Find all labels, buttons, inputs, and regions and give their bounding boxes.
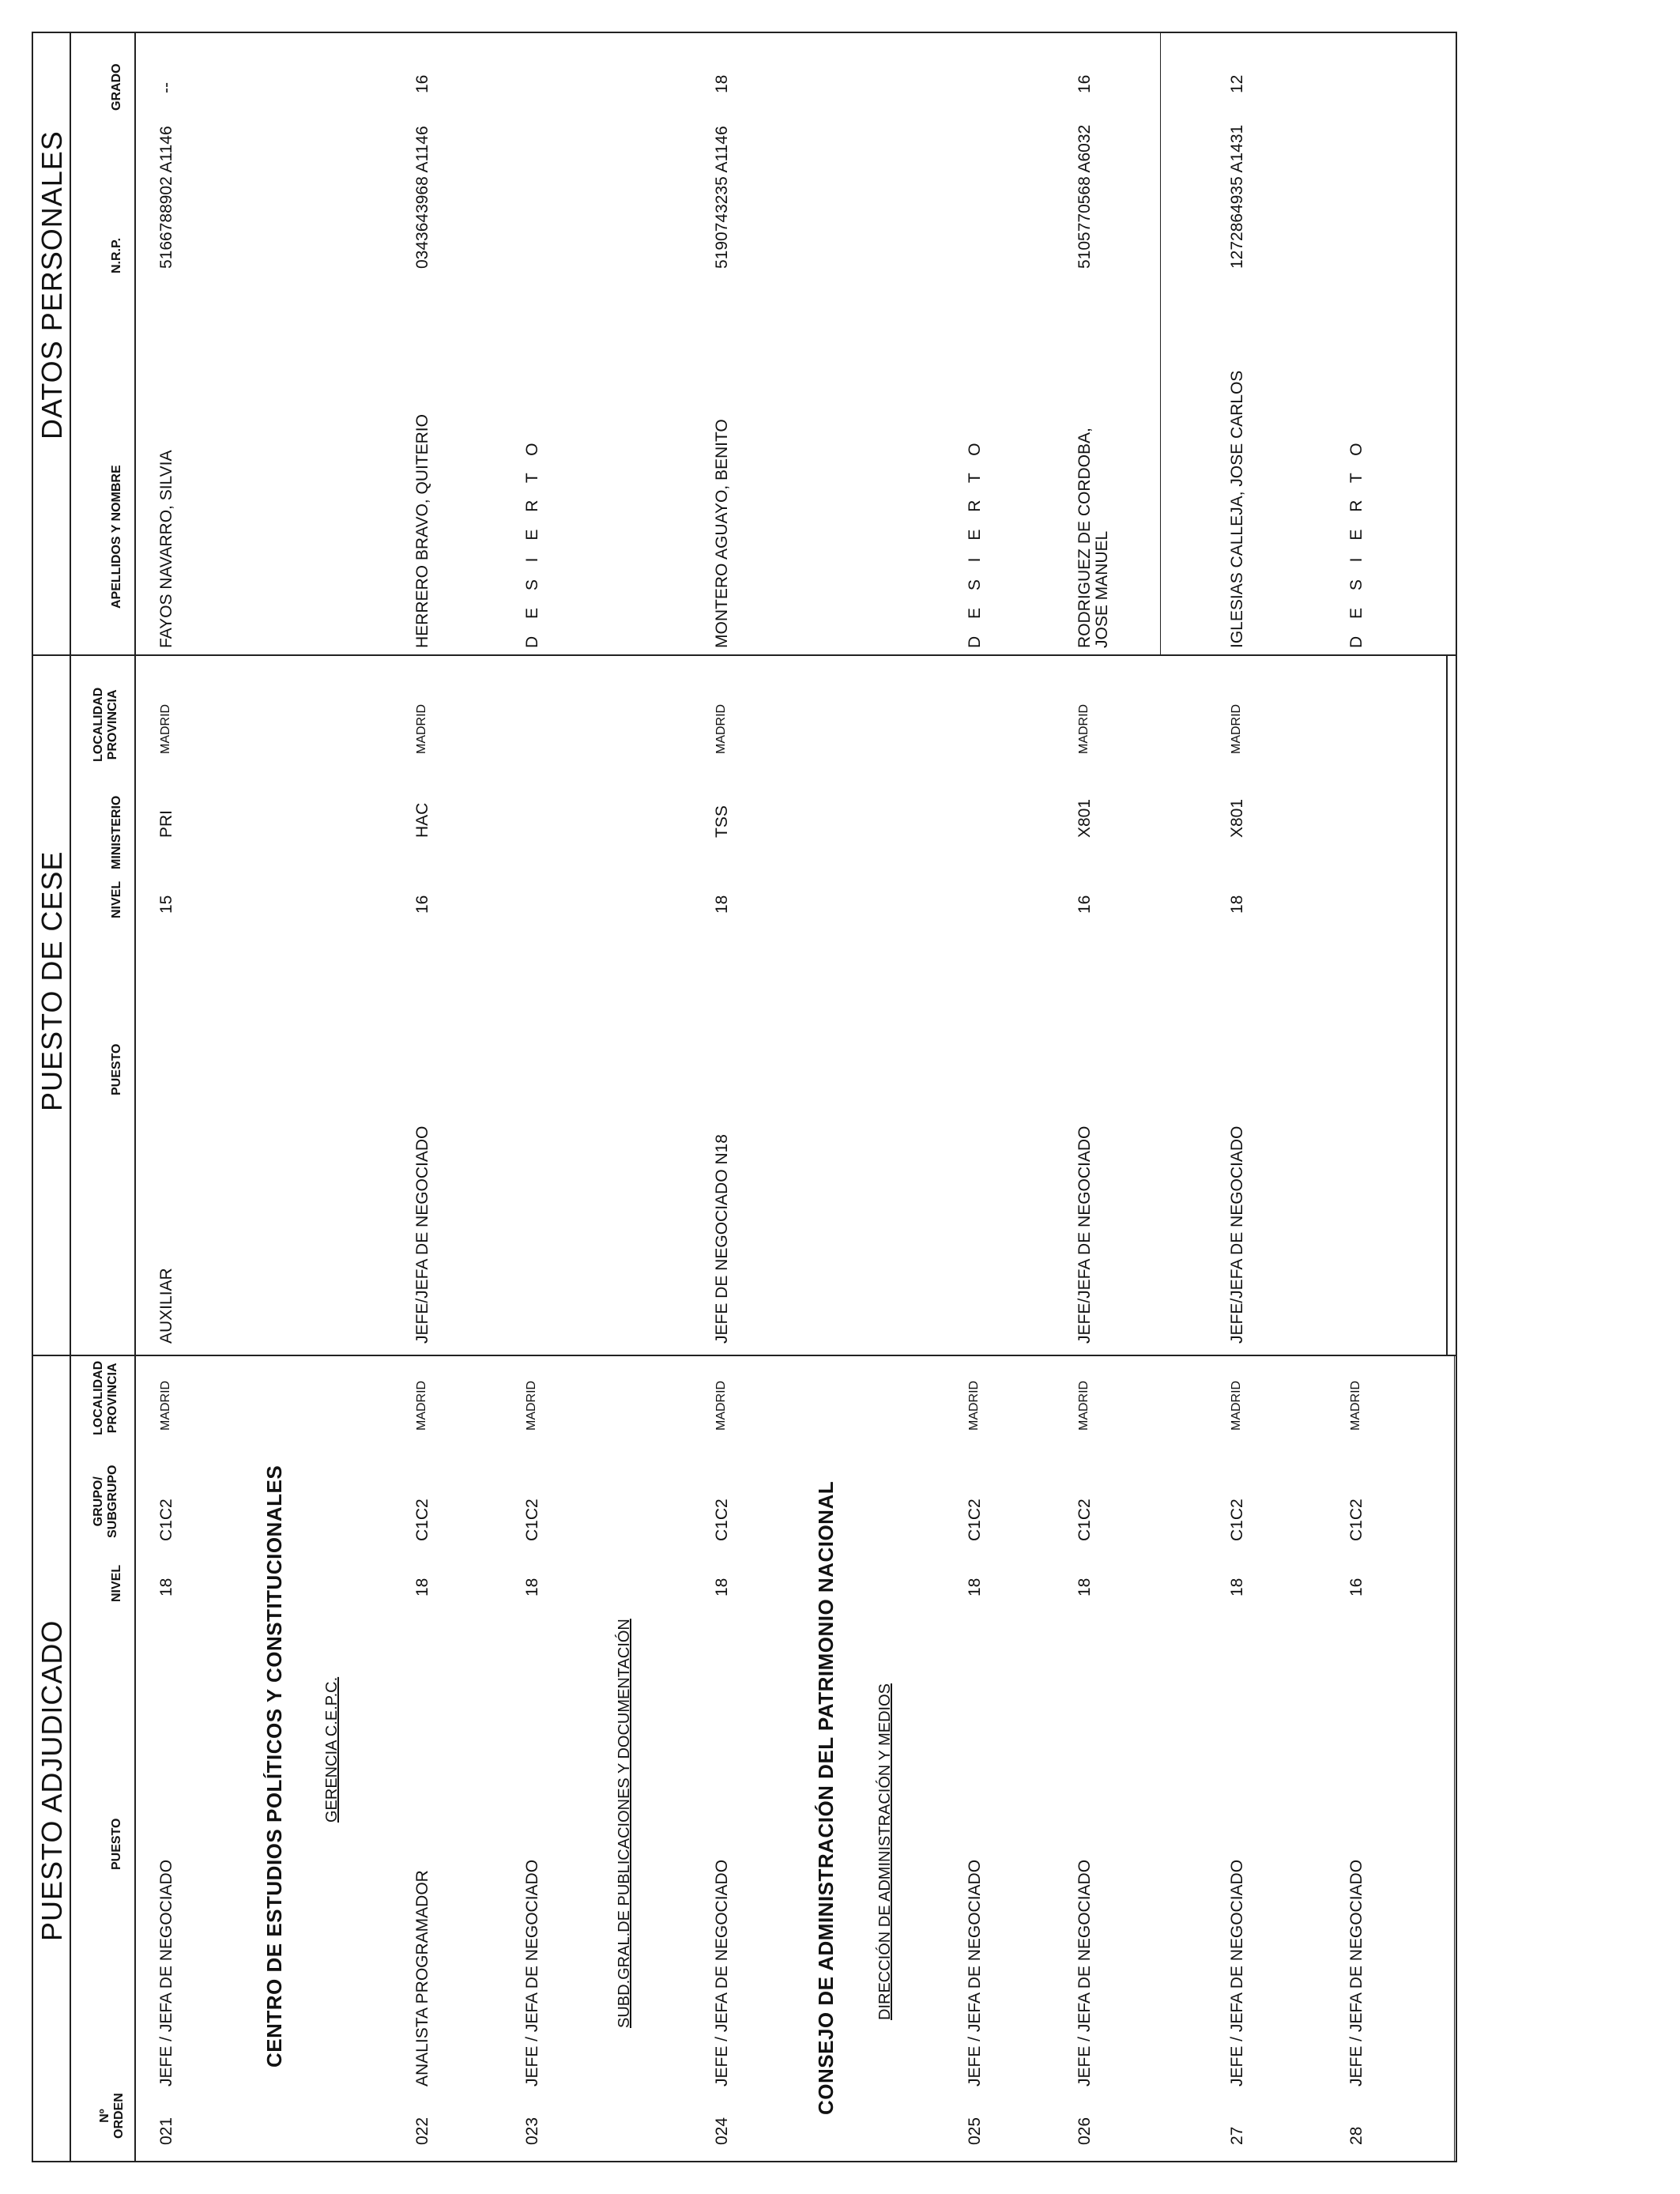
header-puesto: PUESTO	[110, 1818, 123, 1870]
cell-grupo: C1C2	[1228, 1498, 1246, 1541]
cell-nrp: 1272864935 A1431	[1228, 124, 1246, 269]
sub-heading: SUBD.GRAL.DE PUBLICACIONES Y DOCUMENTACIÓN	[616, 1619, 633, 2028]
cell-orden: 025	[966, 2117, 984, 2145]
cell-puesto: JEFE / JEFA DE NEGOCIADO	[713, 1859, 731, 2087]
cell-localidad: MADRID	[1349, 1380, 1362, 1431]
cell-orden: 024	[713, 2117, 731, 2145]
cell-orden: 27	[1228, 2126, 1246, 2145]
cell-cese-nivel: 18	[1228, 895, 1246, 914]
header-localidad: LOCALIDAD PROVINCIA	[92, 1360, 119, 1435]
header-nrp: N.R.P.	[110, 237, 123, 273]
cell-grado: --	[157, 82, 175, 93]
cell-nombre: RODRIGUEZ DE CORDOBA, JOSE MANUEL	[1075, 428, 1111, 648]
cell-nivel: 16	[1347, 1578, 1365, 1596]
cell-nrp: 5190743235 A1146	[713, 126, 731, 269]
cell-ministerio: PRI	[157, 809, 175, 838]
sub-heading: GERENCIA C.E.P.C.	[323, 1676, 341, 1823]
cell-grupo: C1C2	[713, 1498, 731, 1541]
cell-grado: 18	[713, 74, 731, 93]
section-datos-personales: DATOS PERSONALES	[36, 130, 68, 439]
section-puesto-de-cese: PUESTO DE CESE	[36, 850, 68, 1111]
org-heading: CONSEJO DE ADMINISTRACIÓN DEL PATRIMONIO NACIONAL	[814, 1480, 838, 2115]
cell-nrp: 0343643968 A1146	[413, 126, 431, 269]
cell-cese-localidad: MADRID	[415, 703, 428, 754]
section-header-divider	[70, 32, 71, 2162]
cell-nrp: 5105770568 A6032	[1075, 124, 1094, 269]
adjudicado-bottom-rule	[1454, 1356, 1455, 2162]
cell-cese-localidad: MADRID	[714, 703, 728, 754]
cell-orden: 023	[523, 2117, 541, 2145]
cese-bottom-rule	[1446, 656, 1448, 1356]
cell-grado: 12	[1228, 74, 1246, 93]
cell-ministerio: X801	[1228, 798, 1246, 838]
cell-puesto: JEFE / JEFA DE NEGOCIADO	[523, 1859, 541, 2087]
cell-cese-puesto: JEFE/JEFA DE NEGOCIADO	[1075, 1125, 1094, 1344]
header-grupo: GRUPO/ SUBGRUPO	[92, 1465, 119, 1538]
cell-nombre-desierto: D E S I E R T O	[966, 436, 984, 648]
cell-cese-localidad: MADRID	[1230, 703, 1243, 754]
cell-grupo: C1C2	[523, 1498, 541, 1541]
frame-bottom	[1456, 32, 1457, 2162]
cell-orden: 28	[1347, 2126, 1365, 2145]
cell-localidad: MADRID	[1077, 1380, 1090, 1431]
cell-orden: 026	[1075, 2117, 1094, 2145]
cell-orden: 022	[413, 2117, 431, 2145]
cell-grado: 16	[1075, 74, 1094, 93]
divider-cese-personales	[32, 654, 1456, 656]
cell-grupo: C1C2	[1347, 1498, 1365, 1541]
sub-heading: DIRECCIÓN DE ADMINISTRACIÓN Y MEDIOS	[876, 1683, 894, 2020]
cell-grupo: C1C2	[157, 1498, 175, 1541]
cell-nivel: 18	[157, 1578, 175, 1596]
row-026-divider	[1160, 33, 1161, 656]
cell-puesto: JEFE / JEFA DE NEGOCIADO	[966, 1859, 984, 2087]
cell-nombre: FAYOS NAVARRO, SILVIA	[157, 450, 175, 648]
cell-puesto: JEFE / JEFA DE NEGOCIADO	[1075, 1859, 1094, 2087]
cell-nivel: 18	[413, 1578, 431, 1596]
divider-adjudicado-cese	[32, 1355, 1456, 1356]
cell-cese-nivel: 16	[413, 895, 431, 914]
cell-nombre: HERRERO BRAVO, QUITERIO	[413, 414, 431, 648]
cell-nombre-desierto: D E S I E R T O	[1347, 436, 1365, 648]
cell-grupo: C1C2	[1075, 1498, 1094, 1541]
cell-nombre-desierto: D E S I E R T O	[523, 436, 541, 648]
cell-localidad: MADRID	[714, 1380, 728, 1431]
cell-nombre: IGLESIAS CALLEJA, JOSE CARLOS	[1228, 370, 1246, 648]
cell-orden: 021	[157, 2117, 175, 2145]
section-puesto-adjudicado: PUESTO ADJUDICADO	[36, 1619, 68, 1941]
cell-ministerio: TSS	[713, 805, 731, 838]
cell-grupo: C1C2	[966, 1498, 984, 1541]
header-orden: Nº ORDEN	[98, 2093, 126, 2139]
cell-cese-nivel: 16	[1075, 895, 1094, 914]
cell-nivel: 18	[966, 1578, 984, 1596]
cell-cese-puesto: JEFE DE NEGOCIADO N18	[713, 1134, 731, 1344]
cell-cese-nivel: 18	[713, 895, 731, 914]
cell-localidad: MADRID	[1230, 1380, 1243, 1431]
cell-nrp: 5166788902 A1146	[157, 126, 175, 269]
header-nivel: NIVEL	[110, 1564, 123, 1602]
cell-puesto: JEFE / JEFA DE NEGOCIADO	[1228, 1859, 1246, 2087]
cell-cese-puesto: AUXILIAR	[157, 1268, 175, 1344]
header-cese-localidad: LOCALIDAD PROVINCIA	[92, 687, 119, 762]
cell-cese-puesto: JEFE/JEFA DE NEGOCIADO	[1228, 1125, 1246, 1344]
cell-cese-nivel: 15	[157, 895, 175, 914]
cell-nombre: MONTERO AGUAYO, BENITO	[713, 419, 731, 648]
cell-localidad: MADRID	[415, 1380, 428, 1431]
cell-puesto: JEFE / JEFA DE NEGOCIADO	[1347, 1859, 1365, 2087]
cell-grado: 16	[413, 74, 431, 93]
cell-nivel: 18	[1228, 1578, 1246, 1596]
cell-nivel: 18	[523, 1578, 541, 1596]
column-header-divider	[134, 32, 136, 2162]
cell-nivel: 18	[713, 1578, 731, 1596]
cell-puesto: JEFE / JEFA DE NEGOCIADO	[157, 1859, 175, 2087]
cell-localidad: MADRID	[159, 1380, 172, 1431]
cell-cese-puesto: JEFE/JEFA DE NEGOCIADO	[413, 1125, 431, 1344]
header-apellidos: APELLIDOS Y NOMBRE	[110, 465, 123, 609]
header-ministerio: MINISTERIO	[110, 795, 123, 869]
header-cese-puesto: PUESTO	[110, 1043, 123, 1095]
frame-top	[32, 32, 33, 2162]
cell-nivel: 18	[1075, 1578, 1094, 1596]
cell-puesto: ANALISTA PROGRAMADOR	[413, 1870, 431, 2087]
cell-grupo: C1C2	[413, 1498, 431, 1541]
frame-right	[32, 32, 1457, 33]
cell-cese-localidad: MADRID	[159, 703, 172, 754]
cell-localidad: MADRID	[525, 1380, 538, 1431]
header-cese-nivel: NIVEL	[110, 880, 123, 918]
org-heading: CENTRO DE ESTUDIOS POLÍTICOS Y CONSTITUCIONALES	[262, 1465, 286, 2068]
cell-cese-localidad: MADRID	[1077, 703, 1090, 754]
cell-localidad: MADRID	[967, 1380, 981, 1431]
frame-left	[32, 2161, 1457, 2162]
header-grado: GRADO	[110, 63, 123, 111]
cell-ministerio: HAC	[413, 802, 431, 838]
cell-ministerio: X801	[1075, 798, 1094, 838]
